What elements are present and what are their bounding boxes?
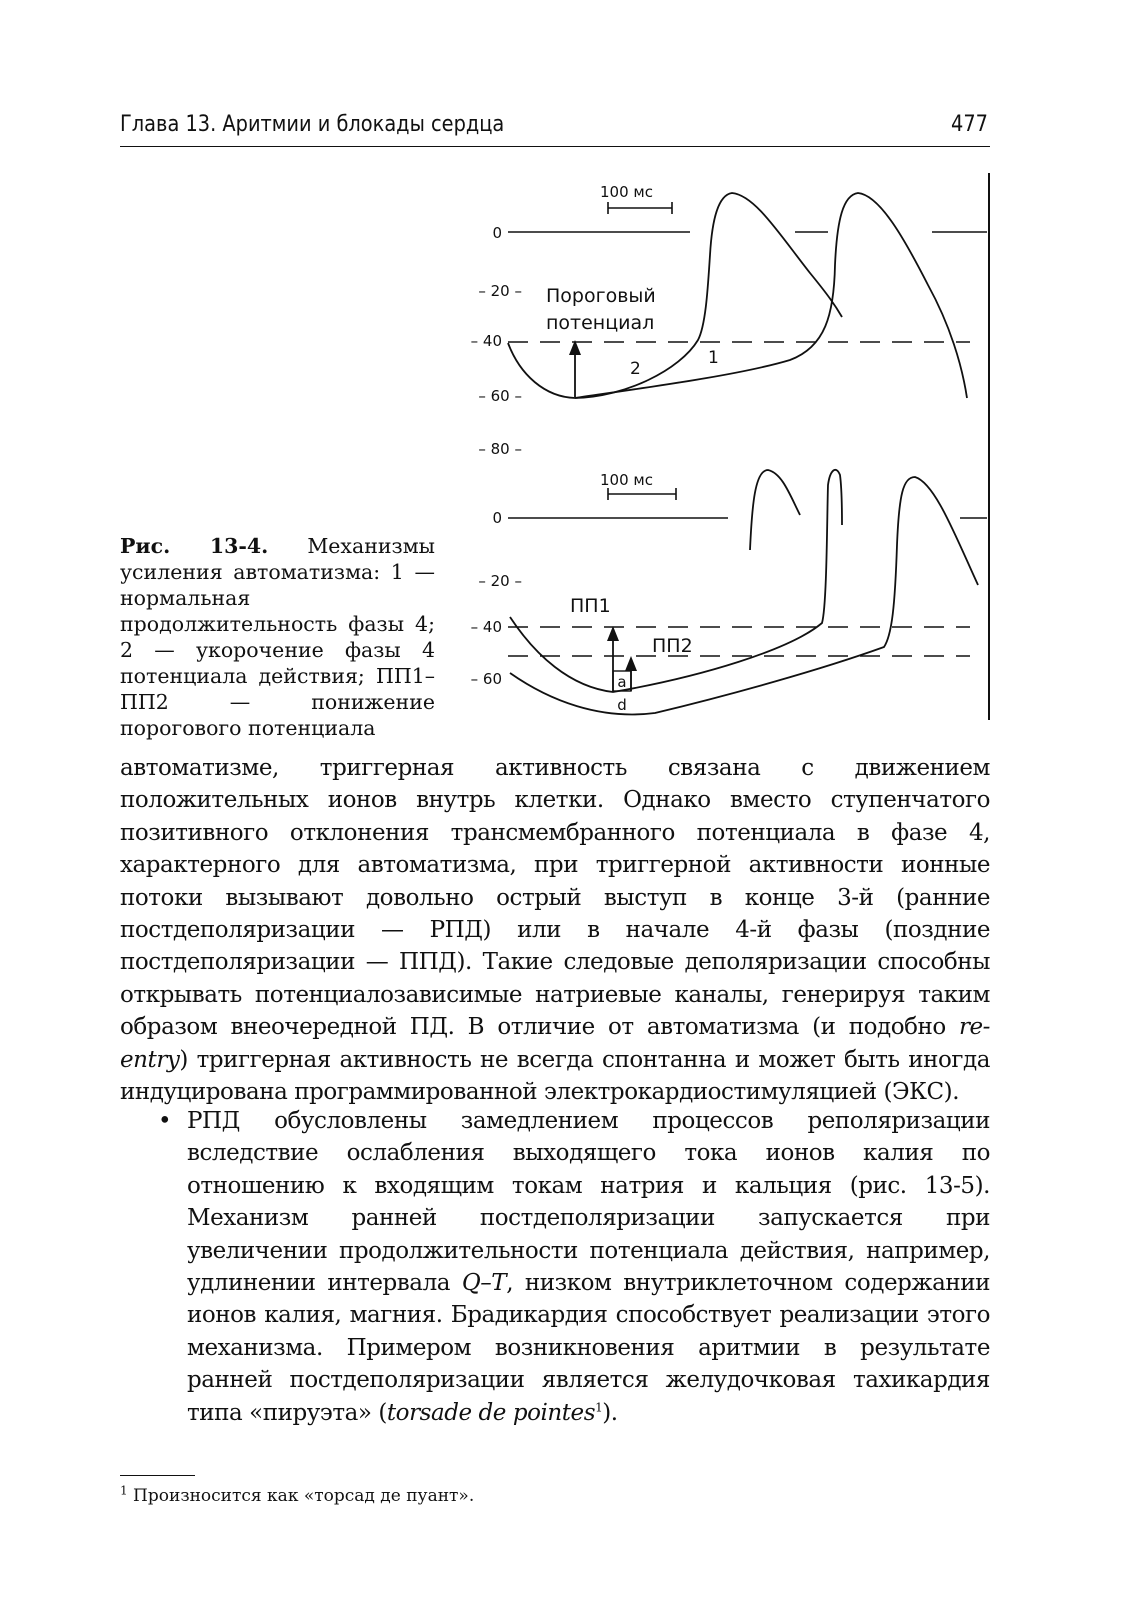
top-tick-80: – 80 – — [478, 440, 522, 458]
curve-label-a: a — [617, 673, 627, 691]
bottom-scale-bar — [608, 488, 676, 500]
curve-label-d: d — [617, 696, 627, 714]
page-number: 477 — [951, 112, 988, 137]
paragraph-text-2: ) триггерная активность не всегда спонтанна и может быть иногда индуцирована программированной электрокардиостимуляцией (ЭКС). — [120, 1046, 990, 1106]
caption-number: Рис. 13-4. — [120, 534, 269, 558]
top-scale-bar — [608, 202, 672, 214]
bottom-tick-20: – 20 – — [478, 572, 522, 590]
bottom-panel — [471, 470, 987, 715]
bullet-list — [120, 1105, 990, 1429]
running-head — [120, 108, 990, 147]
paragraph-text-1: автоматизме, триггерная активность связана с движением положительных ионов внутрь клетки. Однако вместо ступенчатого позитивного отклонения трансмембранного потенциала в фазе 4, характерного для автоматизма, при триггерной активности ионные потоки вызывают довольно острый выступ в конце 3-й (ранние постдеполяризации — РПД) или в начале 4-й фазы (поздние постдеполяризации — ППД). Такие следовые деполяризации способны открывать потенциалозависимые натриевые каналы, генерируя таким образом внеочередной ПД. В отличие от автоматизма (и подобно — [120, 755, 990, 1041]
top-tick-60: – 60 – — [478, 387, 522, 405]
threshold-label-pp2: ПП2 — [652, 635, 693, 657]
bullet-icon: • — [158, 1108, 172, 1134]
footnote-marker: 1 — [120, 1483, 128, 1498]
footnote-text: Произносится как «торсад де пуант». — [127, 1486, 475, 1506]
top-panel — [471, 183, 987, 458]
top-tick-20: – 20 – — [478, 282, 522, 300]
top-curve-label-1: 1 — [708, 348, 719, 368]
footnote — [120, 1483, 475, 1506]
top-tick-0: 0 — [492, 224, 502, 242]
bottom-scale-label: 100 мс — [600, 471, 653, 489]
bullet-text-2: , низком внутриклеточном содержании ионов калия, магния. Брадикардия способствует реализации этого механизма. Примером возникновения аритмии в результате ранней постдеполяризации является желудочковая тахикардия типа «пируэта» ( — [187, 1270, 990, 1426]
bottom-tick-40: – 40 — [470, 618, 502, 636]
bottom-curve-early — [750, 470, 800, 550]
top-curve-label-2: 2 — [630, 359, 641, 379]
paragraph-italic-reentry: re-entry — [120, 1014, 990, 1073]
chapter-title: Глава 13. Аритмии и блокады сердца — [120, 112, 505, 137]
footnote-rule — [120, 1475, 195, 1476]
figure-caption — [120, 533, 435, 741]
bullet-text-1: РПД обусловлены замедлением процессов реполяризации вследствие ослабления выходящего тока ионов калия по отношению к входящим токам натрия и кальция (рис. 13-5). Механизм ранней постдеполяризации запускается при увеличении продолжительности потенциала действия, например, удлинении интервала — [187, 1108, 990, 1297]
bullet-italic-torsade: torsade de pointes — [386, 1399, 596, 1426]
bullet-text — [187, 1105, 990, 1429]
footnote-ref: 1 — [595, 1400, 603, 1414]
top-tick-40: – 40 — [470, 332, 502, 350]
top-threshold-label-1: Пороговый — [546, 285, 656, 307]
top-threshold-arrow — [569, 340, 581, 397]
top-scale-label: 100 мс — [600, 183, 653, 201]
body-paragraph — [120, 752, 990, 1108]
bullet-text-3: ). — [602, 1399, 618, 1426]
bottom-curve-a — [510, 470, 842, 692]
bullet-italic-qt: Q–T — [461, 1270, 507, 1297]
bottom-tick-60: – 60 — [470, 670, 502, 688]
bottom-tick-0: 0 — [492, 509, 502, 527]
top-threshold-label-2: потенциал — [546, 312, 655, 334]
caption-text: Механизмы усиления автоматизма: 1 — нормальная продолжительность фазы 4; 2 — укорочение фазы 4 потенциала действия; ПП1–ПП2 — понижение порогового потенциала — [120, 534, 435, 740]
figure-13-4 — [450, 165, 1000, 725]
list-item — [120, 1105, 990, 1429]
threshold-label-pp1: ПП1 — [570, 595, 611, 617]
